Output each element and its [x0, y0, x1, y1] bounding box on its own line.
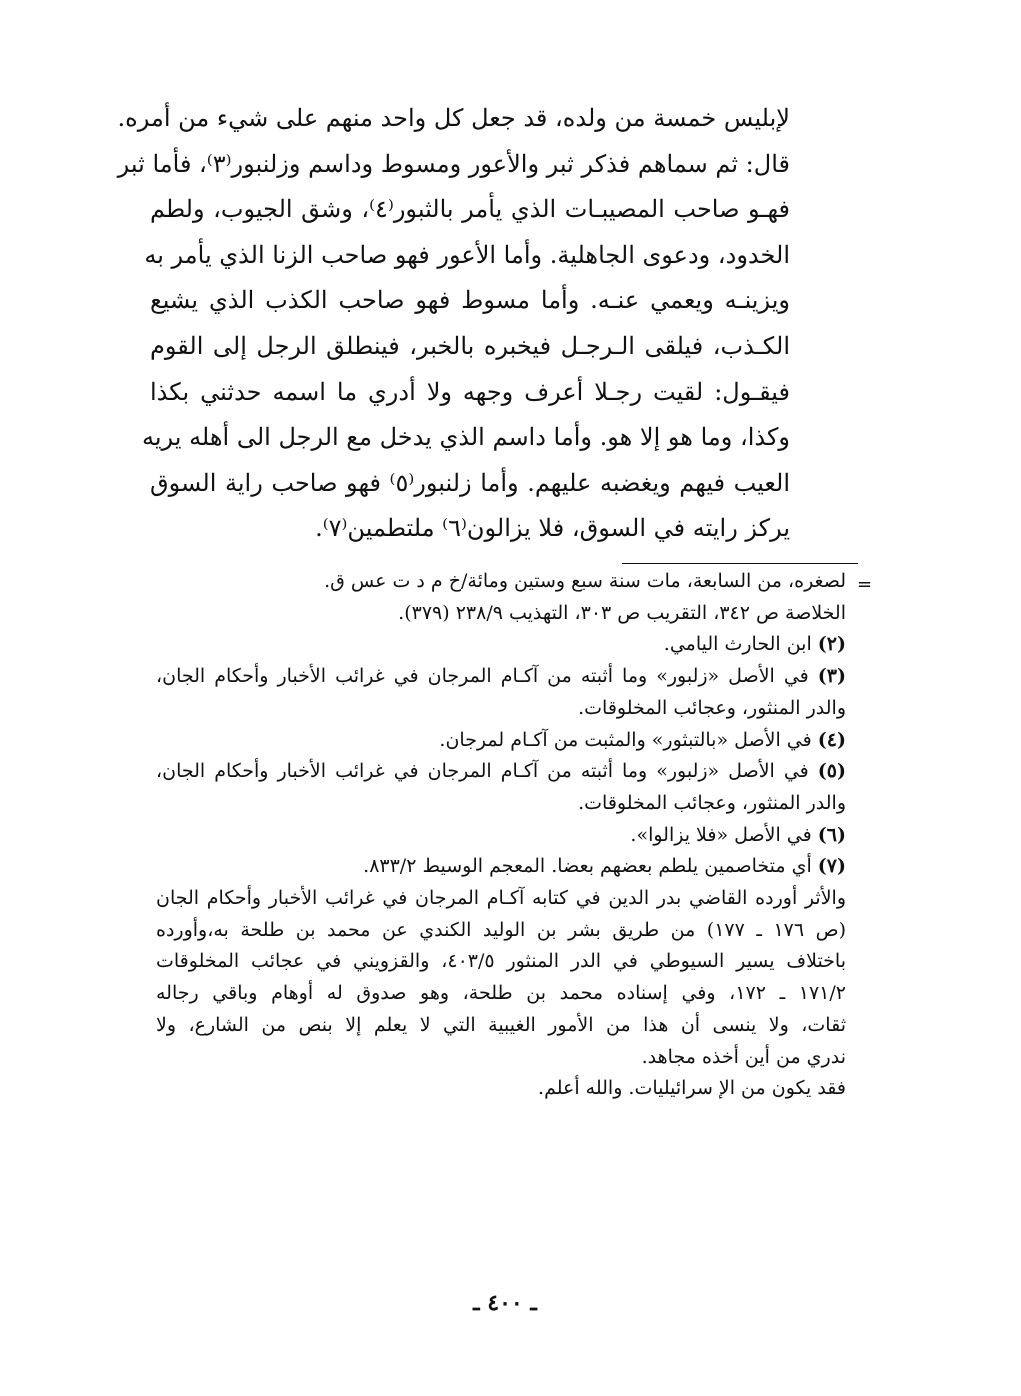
- main-line: العيب فيهم ويغضبه عليهم. وأما زلنبور⁽٥⁾ فهو صاحب راية السوق: [150, 468, 790, 497]
- footnote-separator: [622, 563, 858, 564]
- main-line: فهـو صاحب المصيبـات الذي يأمر بالثبور⁽٤⁾، وشق الجيوب، ولطم: [150, 195, 790, 224]
- footnote-text: في الأصل «فلا يزالوا».: [630, 823, 812, 846]
- footnote-line: الخلاصة ص ٣٤٢، التقريب ص ٣٠٣، التهذيب ٢٣٨/٩ (٣٧٩).: [398, 601, 846, 624]
- continuation-mark: =: [857, 574, 872, 595]
- commentary-line: (ص ١٧٦ ـ ١٧٧) من طريق بشر بن الوليد الكندي عن محمد بن طلحة به،وأورده: [156, 918, 846, 941]
- footnotes: [156, 566, 846, 1105]
- footnote-7: [156, 851, 846, 883]
- page-number: ـ ٤٠٠ ـ: [473, 1290, 537, 1316]
- footnote-line: لصغره، من السابعة، مات سنة سبع وستين ومائة/خ م د ت عس ق.: [324, 570, 846, 592]
- footnote-number: (٦): [817, 823, 846, 846]
- footnote-line: والدر المنثور، وعجائب المخلوقات.: [578, 696, 846, 719]
- footnote-number: (٣): [817, 665, 846, 688]
- main-line: وكذا، وما هو إلا هو. وأما داسم الذي يدخل مع الرجل الى أهله يريه: [141, 423, 790, 452]
- main-line: ويزينـه ويعمي عنـه. وأما مسوط فهو صاحب الكذب الذي يشيع: [150, 286, 790, 315]
- commentary-line: ثقات، ولا ينسى أن هذا من الأمور الغيبية التي لا يعلم إلا بنص من الشارع، ولا: [156, 1013, 846, 1036]
- commentary-line: والأثر أورده القاضي بدر الدين في كتابه آكـام المرجان في غرائب الأخبار وأحكام الجان: [156, 887, 846, 910]
- commentary-line: فقد يكون من الإ سرائيليات. والله أعلم.: [538, 1077, 846, 1100]
- footnote-2: [156, 629, 846, 661]
- main-line: الكـذب، فيلقى الـرجـل فيخبره بالخبر، فينطلق الرجل إلى القوم: [150, 331, 790, 360]
- footnote-6: [156, 820, 846, 852]
- main-line: قال: ثم سماهم فذكر ثبر والأعور ومسوط وداسم وزلنبور⁽٣⁾، فأما ثبر: [117, 149, 790, 178]
- main-line: يركز رايته في السوق، فلا يزالون⁽٦⁾ ملتطمين⁽٧⁾.: [315, 514, 790, 543]
- commentary-line: ١٧١/٢ ـ ١٧٢، وفي إسناده محمد بن طلحة، وهو صدوق له أوهام وباقي رجاله: [156, 982, 846, 1005]
- footnote-text: في الأصل «بالتبثور» والمثبت من آكـام لمرجان.: [439, 728, 812, 751]
- footnote-text: ابن الحارث اليامي.: [663, 633, 812, 656]
- footnote-number: (٥): [817, 760, 846, 783]
- main-text: [117, 96, 790, 552]
- footnote-text: أي متخاصمين يلطم بعضهم بعضا. المعجم الوسيط ٨٣٣/٢.: [363, 855, 812, 878]
- commentary-line: باختلاف يسير السيوطي في الدر المنثور ٤٠٣/٥، والقزويني في عجائب المخلوقات: [156, 950, 846, 973]
- footnote-text: في الأصل «زلبور» وما أثبته من آكـام المرجان في غرائب الأخبار وأحكام الجان،: [156, 760, 809, 783]
- footnote-5: [156, 756, 846, 788]
- footnote-number: (٢): [817, 633, 846, 656]
- footnote-number: (٧): [817, 855, 846, 878]
- footnote-line: والدر المنثور، وعجائب المخلوقات.: [578, 791, 846, 814]
- footnote-text: في الأصل «زلبور» وما أثبته من آكـام المرجان في غرائب الأخبار وأحكام الجان،: [156, 665, 809, 688]
- footnote-4: [156, 725, 846, 757]
- main-line: فيقـول: لقيت رجـلا أعرف وجهه ولا أدري ما اسمه حدثني بكذا: [150, 377, 790, 406]
- commentary-line: ندري من أين أخذه مجاهد.: [641, 1045, 846, 1068]
- main-paragraph: [117, 96, 790, 552]
- footnote-3: [156, 661, 846, 693]
- main-line: لإبليس خمسة من ولده، قد جعل كل واحد منهم على شيء من أمره.: [117, 104, 790, 132]
- footnote-number: (٤): [817, 728, 846, 751]
- main-line: الخدود، ودعوى الجاهلية. وأما الأعور فهو صاحب الزنا الذي يأمر به: [144, 240, 790, 269]
